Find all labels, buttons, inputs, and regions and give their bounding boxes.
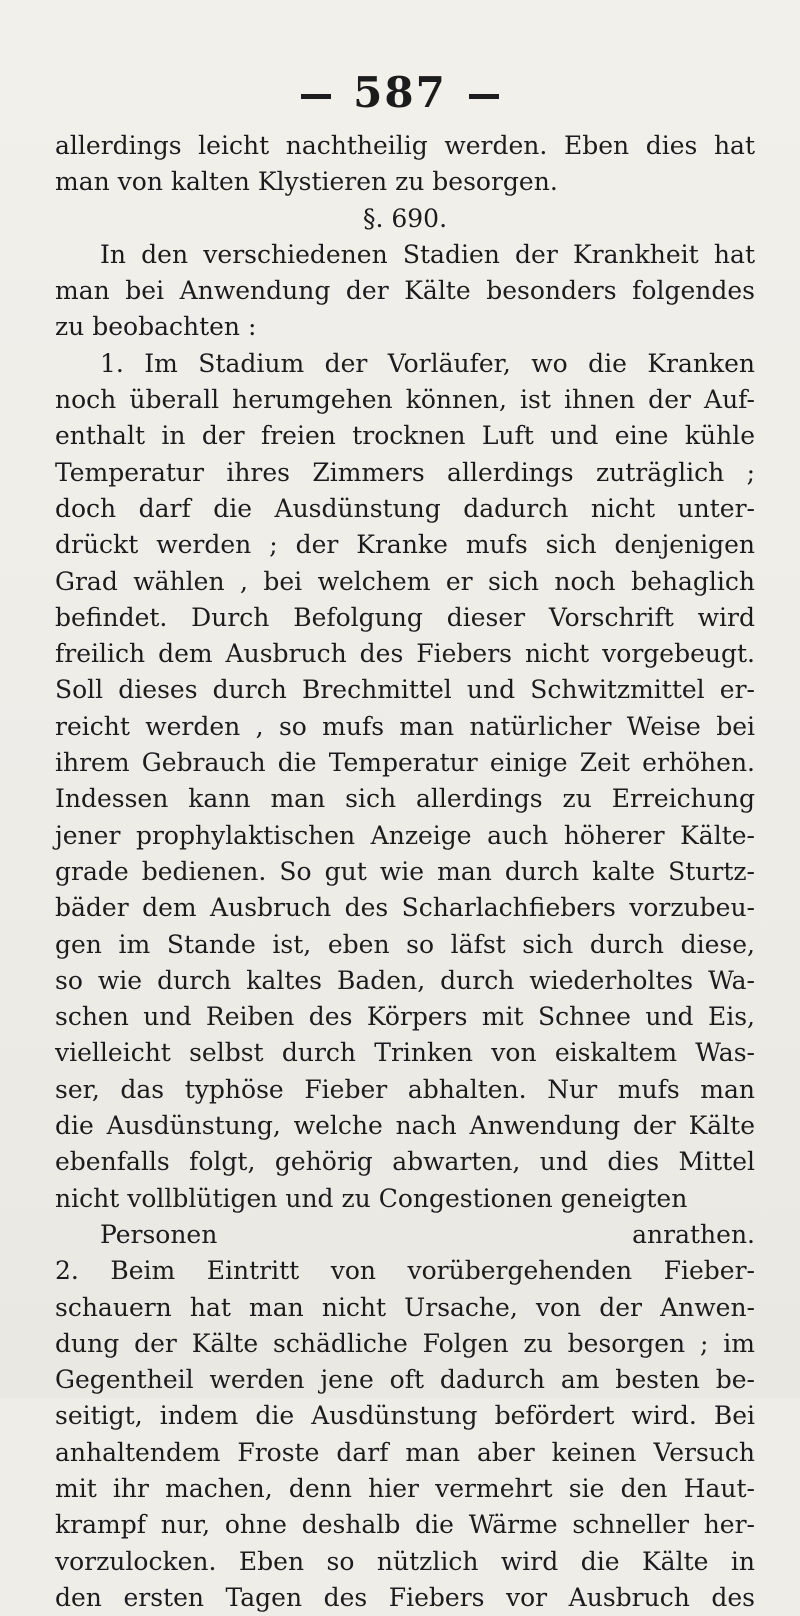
header-dash-right — [469, 94, 499, 99]
text-line: den ersten Tagen des Fiebers vor Ausbruch des — [55, 1582, 755, 1612]
text-line: gen im Stande ist, eben so läfst sich durch diese, — [55, 929, 755, 959]
text-line: In den verschiedenen Stadien der Krankheit hat — [100, 239, 755, 269]
text-line: krampf nur, ohne deshalb die Wärme schneller her- — [55, 1510, 755, 1540]
page-header — [0, 68, 800, 118]
text-line: jener prophylaktischen Anzeige auch höherer Kälte- — [55, 820, 755, 850]
text-line: 1. Im Stadium der Vorläufer, wo die Kranken — [100, 348, 755, 378]
section-heading: §. 690. — [362, 203, 448, 233]
text-line: reicht werden , so mufs man natürlicher Weise bei — [55, 711, 755, 741]
text-line: Soll dieses durch Brechmittel und Schwitzmittel er- — [55, 675, 755, 705]
header-dash-left — [301, 94, 331, 99]
text-line: ser, das typhöse Fieber abhalten. Nur mufs man — [55, 1074, 755, 1104]
text-line: noch überall herumgehen können, ist ihnen der Auf- — [55, 385, 755, 415]
text-line: dung der Kälte schädliche Folgen zu besorgen ; im — [55, 1328, 755, 1358]
text-line: allerdings leicht nachtheilig werden. Eben dies hat — [55, 131, 755, 160]
text-line: Indessen kann man sich allerdings zu Erreichung — [55, 784, 755, 814]
text-line: ihrem Gebrauch die Temperatur einige Zeit erhöhen. — [55, 748, 755, 778]
text-line: mit ihr machen, denn hier vermehrt sie den Haut- — [55, 1473, 755, 1503]
text-line: so wie durch kaltes Baden, durch wiederholtes Wa- — [55, 965, 755, 995]
text-line: Grad wählen , bei welchem er sich noch behaglich — [55, 566, 755, 596]
text-line: enthalt in der freien trocknen Luft und eine kühle — [55, 421, 755, 451]
text-line: bäder dem Ausbruch des Scharlachfiebers vorzubeu- — [55, 893, 755, 923]
text-line: zu beobachten : — [55, 312, 257, 342]
text-line: anhaltendem Froste darf man aber keinen Versuch — [55, 1437, 755, 1467]
text-line: vielleicht selbst durch Trinken von eiskaltem Was- — [55, 1038, 755, 1068]
text-line: die Ausdünstung, welche nach Anwendung der Kälte — [55, 1111, 755, 1141]
text-line: 2. Beim Eintritt von vorübergehenden Fieber- — [55, 1256, 755, 1286]
text-line: schauern hat man nicht Ursache, von der Anwen- — [55, 1292, 755, 1322]
text-line: befindet. Durch Befolgung dieser Vorschrift wird — [55, 602, 755, 632]
text-line: seitigt, indem die Ausdünstung befördert wird. Bei — [55, 1401, 755, 1431]
text-line: drückt werden ; der Kranke mufs sich denjenigen — [55, 530, 755, 560]
body-text — [55, 128, 755, 1616]
text-line: Gegentheil werden jene oft dadurch am besten be- — [55, 1365, 755, 1395]
text-line: grade bedienen. So gut wie man durch kalte Sturtz- — [55, 856, 755, 886]
text-line: freilich dem Ausbruch des Fiebers nicht vorgebeugt. — [55, 639, 755, 669]
text-line: Personen anrathen. — [100, 1219, 755, 1249]
text-line: nicht vollblütigen und zu Congestionen geneigten — [55, 1183, 688, 1213]
text-line: Temperatur ihres Zimmers allerdings zuträglich ; — [55, 457, 755, 487]
text-line: man bei Anwendung der Kälte besonders folgendes — [55, 276, 755, 306]
text-line: schen und Reiben des Körpers mit Schnee und Eis, — [55, 1002, 755, 1032]
text-line: doch darf die Ausdünstung dadurch nicht unter- — [55, 493, 755, 523]
text-line: vorzulocken. Eben so nützlich wird die Kälte in — [55, 1546, 755, 1576]
page-number: 587 — [353, 68, 447, 117]
text-line: ebenfalls folgt, gehörig abwarten, und dies Mittel — [55, 1147, 755, 1177]
text-line: man von kalten Klystieren zu besorgen. — [55, 167, 558, 197]
